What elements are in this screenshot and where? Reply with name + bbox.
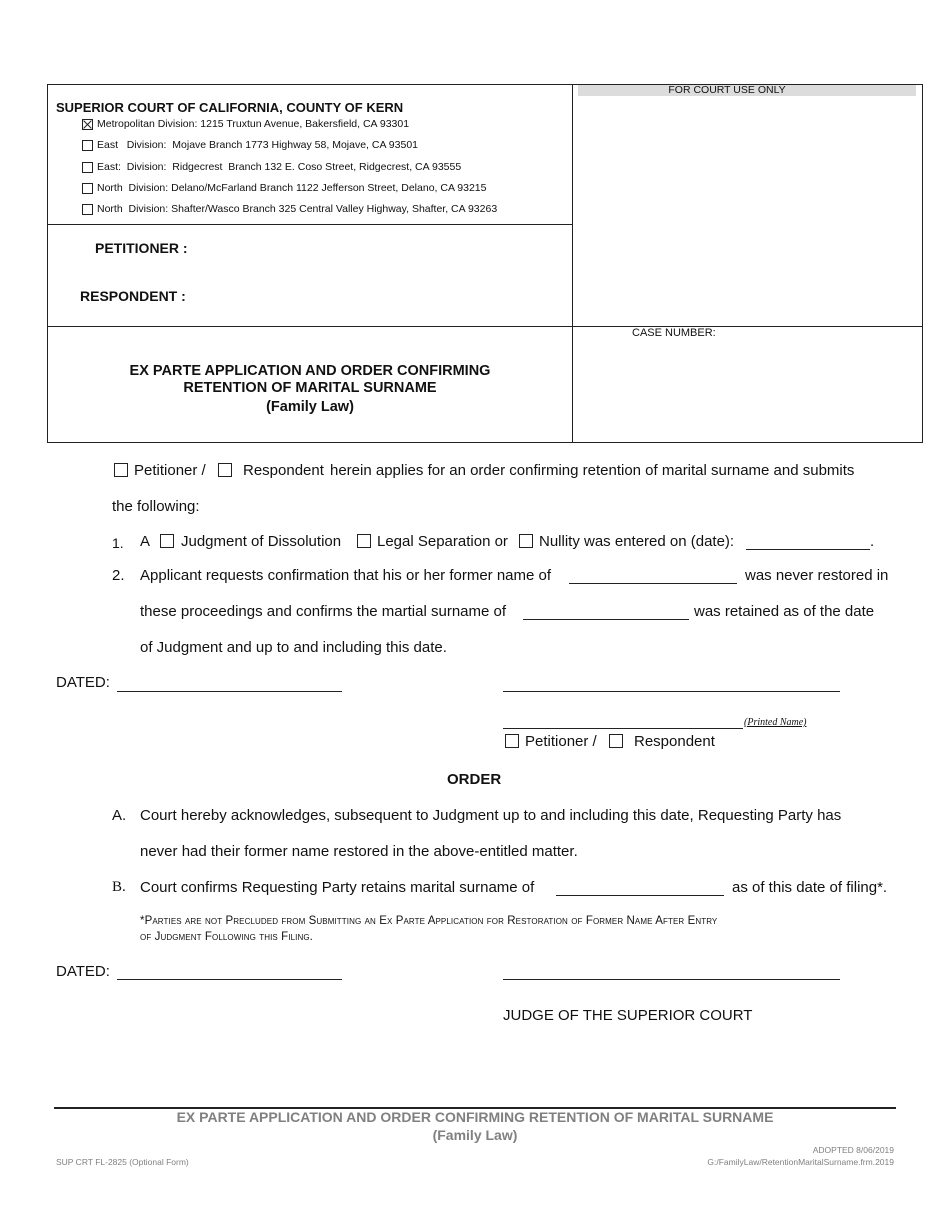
nullity-checkbox[interactable]: [519, 534, 533, 548]
division-label-metropolitan: Metropolitan Division: 1215 Truxtun Avenue, Bakersfield, CA 93301: [97, 118, 410, 130]
petitioner-field[interactable]: [195, 236, 565, 258]
order-b-line1-end: as of this date of filing*.: [732, 879, 888, 896]
applicant-petitioner-label: Petitioner /: [134, 462, 206, 479]
form-title-line3: (Family Law): [266, 399, 354, 415]
intro-text: herein applies for an order confirming retention of marital surname and submits: [330, 462, 855, 479]
item2-line3-text: of Judgment and up to and including this date.: [140, 639, 447, 656]
division-checkbox-mojave[interactable]: [82, 140, 93, 151]
intro-text-line2: the following:: [112, 498, 200, 515]
applicant-respondent-checkbox[interactable]: [218, 463, 232, 477]
former-name-field[interactable]: [569, 583, 737, 584]
order-a-line1: Court hereby acknowledges, subsequent to Judgment up to and including this date, Requesting Party has: [140, 807, 842, 824]
case-number-field[interactable]: [600, 345, 910, 375]
order-date-field[interactable]: [117, 979, 342, 980]
printed-name-caption: (Printed Name): [744, 717, 807, 728]
applicant-petitioner-checkbox[interactable]: [114, 463, 128, 477]
application-dated-label: DATED:: [56, 674, 110, 691]
signer-respondent-checkbox[interactable]: [609, 734, 623, 748]
respondent-field[interactable]: [195, 284, 565, 306]
footer-adopted: ADOPTED 8/06/2019: [812, 1145, 894, 1155]
order-a-line2: never had their former name restored in the above-entitled matter.: [140, 843, 578, 860]
division-checkbox-metropolitan[interactable]: [82, 119, 93, 130]
printed-name-field[interactable]: [503, 728, 743, 729]
division-label-delano: North Division: Delano/McFarland Branch 1122 Jefferson Street, Delano, CA 93215: [97, 182, 487, 194]
order-note-line2: of Judgment Following this Filing.: [140, 931, 313, 943]
division-checkbox-shafter[interactable]: [82, 204, 93, 215]
division-checkbox-delano[interactable]: [82, 183, 93, 194]
item2-line1-text: Applicant requests confirmation that his or her former name of: [140, 567, 552, 584]
judgment-dissolution-checkbox[interactable]: [160, 534, 174, 548]
item1-period: .: [870, 533, 875, 550]
footer-form-id: SUP CRT FL-2825 (Optional Form): [56, 1157, 189, 1167]
nullity-label: Nullity was entered on (date):: [539, 533, 735, 550]
item2-line2-text-end: was retained as of the date: [694, 603, 875, 620]
order-note-line1: *Parties are not Precluded from Submitting an Ex Parte Application for Restoration of Former Name After Entry: [140, 915, 718, 927]
order-marital-surname-field[interactable]: [556, 895, 724, 896]
judgment-date-field[interactable]: [746, 549, 870, 550]
footer-file-path: G:/FamilyLaw/RetentionMaritalSurname.frm.2019: [707, 1157, 894, 1167]
applicant-respondent-label: Respondent: [243, 462, 324, 479]
item2-number: 2.: [112, 567, 125, 584]
marital-surname-field[interactable]: [523, 619, 689, 620]
application-date-field[interactable]: [117, 691, 342, 692]
item2-line2-text: these proceedings and confirms the martial surname of: [140, 603, 507, 620]
caption-divider-title: [47, 326, 923, 327]
division-label-mojave: East Division: Mojave Branch 1773 Highway 58, Mojave, CA 93501: [97, 139, 419, 151]
signer-respondent-label: Respondent: [634, 733, 715, 750]
case-number-label: CASE NUMBER:: [632, 327, 716, 339]
caption-divider-parties: [47, 224, 573, 225]
form-title-line2: RETENTION OF MARITAL SURNAME: [183, 380, 437, 396]
applicant-signature-field[interactable]: [503, 691, 840, 692]
respondent-label: RESPONDENT :: [80, 288, 186, 304]
order-b-line1: Court confirms Requesting Party retains marital surname of: [140, 879, 535, 896]
item1-number: 1.: [112, 535, 124, 551]
item1-a: A: [140, 533, 151, 550]
footer-title-line2: (Family Law): [432, 1127, 518, 1143]
court-name: SUPERIOR COURT OF CALIFORNIA, COUNTY OF KERN: [56, 100, 404, 115]
judgment-dissolution-label: Judgment of Dissolution: [181, 533, 342, 550]
legal-separation-label: Legal Separation or: [377, 533, 508, 550]
legal-separation-checkbox[interactable]: [357, 534, 371, 548]
judge-label: JUDGE OF THE SUPERIOR COURT: [503, 1007, 753, 1024]
division-checkbox-ridgecrest[interactable]: [82, 162, 93, 173]
order-dated-label: DATED:: [56, 963, 110, 980]
item2-line1-text-end: was never restored in: [745, 567, 889, 584]
footer-title-line1: EX PARTE APPLICATION AND ORDER CONFIRMING RETENTION OF MARITAL SURNAME: [176, 1109, 774, 1125]
court-use-only-label: FOR COURT USE ONLY: [668, 84, 786, 96]
division-label-ridgecrest: East: Division: Ridgecrest Branch 132 E. Coso Street, Ridgecrest, CA 93555: [97, 161, 462, 173]
form-title-line1: EX PARTE APPLICATION AND ORDER CONFIRMING: [129, 363, 491, 379]
petitioner-label: PETITIONER :: [95, 240, 188, 256]
signer-petitioner-label: Petitioner /: [525, 733, 597, 750]
signer-petitioner-checkbox[interactable]: [505, 734, 519, 748]
division-label-shafter: North Division: Shafter/Wasco Branch 325 Central Valley Highway, Shafter, CA 93263: [97, 203, 498, 215]
order-a-label: A.: [112, 807, 127, 824]
judge-signature-field[interactable]: [503, 979, 840, 980]
order-b-label: B.: [112, 879, 126, 895]
order-heading: ORDER: [447, 771, 502, 788]
